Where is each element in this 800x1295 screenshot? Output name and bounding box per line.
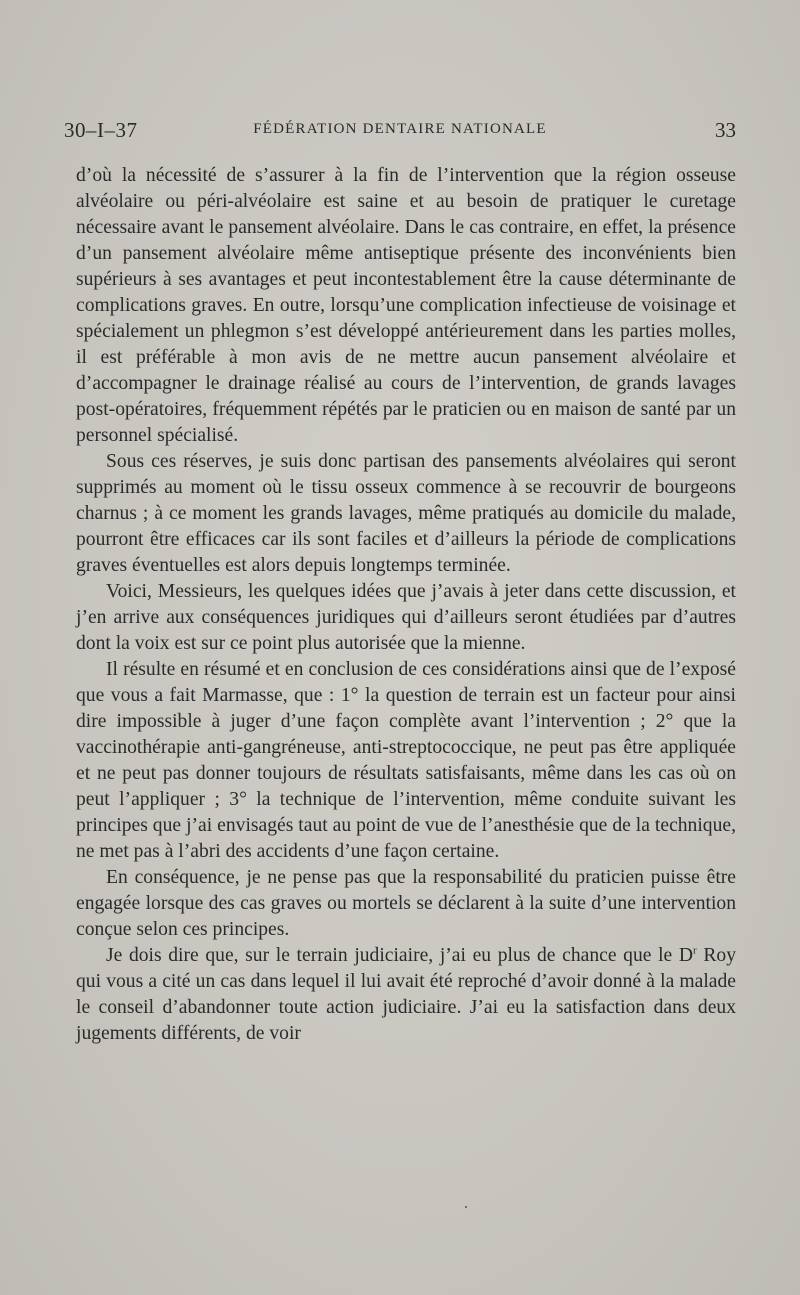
- running-header: [64, 118, 736, 144]
- paragraph-1: d’où la nécessité de s’assurer à la fin de l’intervention que la région osseuse alvéolaire ou péri-alvéolaire est saine et au besoin de pratiquer le curetage nécessaire avant le pansement alvéolaire. Dans le cas contraire, en effet, la présence d’un pansement alvéolaire même antiseptique présente des inconvénients bien supérieurs à ses avantages et peut incontestablement être la cause déterminante de complications graves. En outre, lorsqu’une complication infectieuse de voisinage et spécialement un phlegmon s’est développé antérieurement dans les parties molles, il est préférable à mon avis de ne mettre aucun pansement alvéolaire et d’accompagner le drainage réalisé au cours de l’intervention, de grands lavages post-opératoires, fréquemment répétés par le praticien ou en maison de santé par un personnel spécialisé.: [76, 165, 736, 446]
- paragraph-3: Voici, Messieurs, les quelques idées que j’avais à jeter dans cette discussion, et j’en arrive aux conséquences juridiques qui d’ailleurs seront étudiées par d’autres dont la voix est sur ce point plus autorisée que la mienne.: [76, 581, 736, 654]
- paragraph-6-text-before: Je dois dire que, sur le terrain judiciaire, j’ai eu plus de chance que le D: [106, 945, 694, 966]
- page-number: 33: [715, 118, 736, 142]
- doctor-abbrev-superscript: r: [693, 944, 697, 957]
- journal-title: FÉDÉRATION DENTAIRE NATIONALE: [253, 121, 547, 137]
- paragraph-6-text-after: Roy qui vous a cité un cas dans lequel il lui avait été reproché d’avoir donné à la malade le conseil d’abandonner toute action judiciaire. J’ai eu la satisfaction dans deux jugements différents, de voir: [76, 945, 737, 1044]
- body-text: [76, 163, 736, 1047]
- paragraph-2: Sous ces réserves, je suis donc partisan des pansements alvéolaires qui seront supprimés au moment où le tissu osseux commence à se recouvrir de bourgeons charnus ; à ce moment les grands lavages, même pratiqués au domicile du malade, pourront être efficaces car ils sont faciles et d’ailleurs la période de complications graves éventuelles est alors depuis longtemps terminée.: [76, 451, 736, 576]
- paragraph-6: [76, 943, 736, 1047]
- ink-speck: [465, 1206, 467, 1208]
- issue-date: 30–I–37: [64, 118, 138, 142]
- paragraph-4: Il résulte en résumé et en conclusion de ces considérations ainsi que de l’exposé que vous a fait Marmasse, que : 1° la question de terrain est un facteur pour ainsi dire impossible à juger d’une façon complète avant l’intervention ; 2° que la vaccinothérapie anti-gangréneuse, anti-streptococcique, ne peut pas être appliquée et ne peut pas donner toujours de résultats satisfaisants, même dans les cas où on peut l’appliquer ; 3° la technique de l’intervention, même conduite suivant les principes que j’ai envisagés taut au point de vue de l’anesthésie que de la technique, ne met pas à l’abri des accidents d’une façon certaine.: [76, 659, 736, 862]
- paragraph-5: En conséquence, je ne pense pas que la responsabilité du praticien puisse être engagée lorsque des cas graves ou mortels se déclarent à la suite d’une intervention conçue selon ces principes.: [76, 867, 736, 940]
